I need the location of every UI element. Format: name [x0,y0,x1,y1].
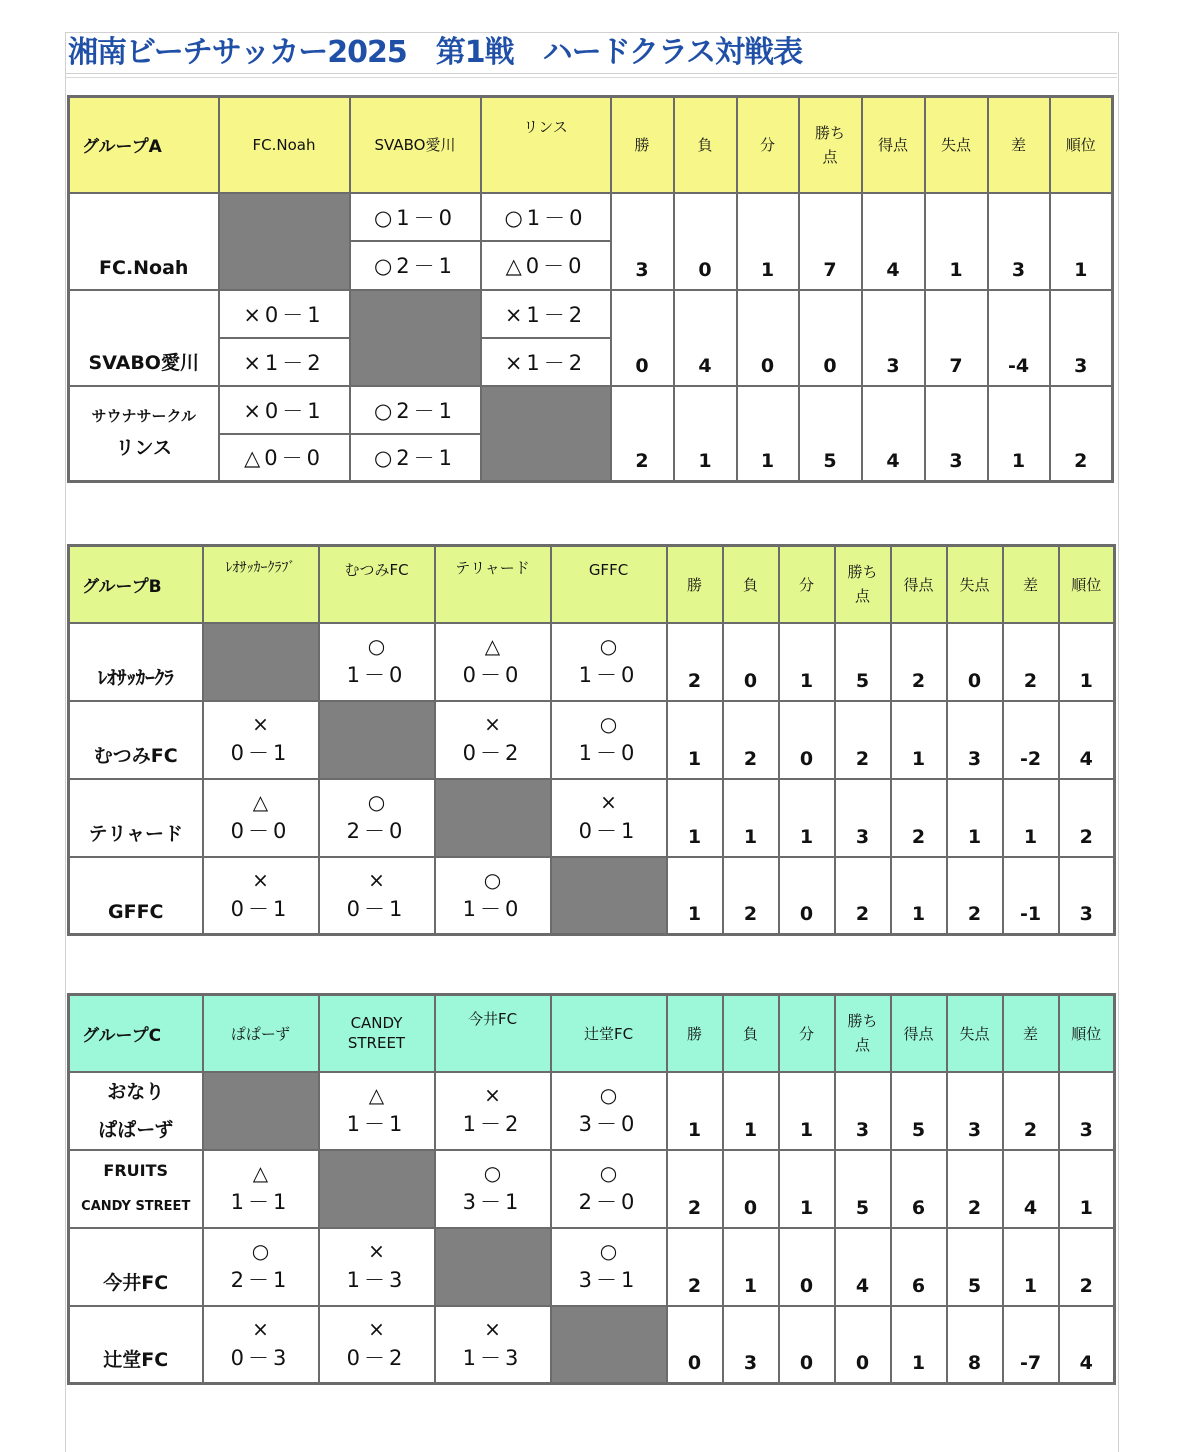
result-score: 1－3 [346,1267,407,1292]
stat-scored: 1 [891,1306,947,1384]
result-score: 3－0 [578,1111,639,1136]
stat-draw: 0 [779,1228,835,1306]
match-result: ×1－2 [481,338,611,386]
result-symbol: ○ [599,1082,618,1107]
team-name: 今井FC [69,1228,203,1306]
stat-lose: 1 [674,386,737,482]
team-name-top: FRUITS [103,1160,169,1180]
match-result [551,779,667,857]
stat-scored: 1 [891,701,947,779]
header-points-bottom: 点 [822,147,838,166]
table-row [69,701,1115,779]
stat-scored: 6 [891,1228,947,1306]
stat-diff: 2 [1003,1072,1059,1150]
header-win: 勝 [667,995,723,1072]
result-score: 1－0 [346,662,407,687]
stat-points: 5 [835,623,891,701]
stat-draw: 1 [737,193,799,290]
stat-rank: 4 [1059,701,1115,779]
stat-lose: 0 [723,1150,779,1228]
page-title: 湘南ビーチサッカー2025 第1戦 ハードクラス対戦表 [68,35,803,70]
result-score: 0－2 [462,740,523,765]
header-lose: 負 [674,97,737,193]
result-symbol: × [484,1082,501,1107]
header-win: 勝 [611,97,674,193]
table-row [69,779,1115,857]
team-name-top: サウナサークル [91,407,197,426]
header-scored: 得点 [862,97,925,193]
match-result [551,1228,667,1306]
stat-rank: 2 [1059,1228,1115,1306]
result-symbol: × [368,867,385,892]
team-name [69,386,219,482]
stat-conceded: 2 [947,1150,1003,1228]
stat-draw: 1 [779,1150,835,1228]
stat-diff: 2 [1003,623,1059,701]
header-win: 勝 [667,546,723,623]
stat-diff: 3 [988,193,1050,290]
self-match-block [319,1150,435,1228]
group-b-opponent-1: ﾚｵｻｯｶｰｸﾗﾌﾞ [203,546,319,623]
result-score: 3－1 [578,1267,639,1292]
table-row [69,290,1113,338]
stat-lose: 1 [723,1072,779,1150]
stat-diff: -7 [1003,1306,1059,1384]
result-symbol: × [252,1316,269,1341]
self-match-block [319,701,435,779]
result-symbol: △ [484,633,501,658]
stat-scored: 5 [891,1072,947,1150]
stat-draw: 0 [779,1306,835,1384]
stat-points: 2 [835,857,891,935]
result-score: 0－1 [230,896,291,921]
table-row [69,857,1115,935]
group-c-table [67,993,1116,1385]
stat-points: 7 [799,193,862,290]
stat-lose: 0 [674,193,737,290]
group-b-header-row [69,546,1115,623]
table-row [69,193,1113,241]
match-result [319,1228,435,1306]
header-points-top: 勝ち [847,563,878,582]
stat-points: 0 [799,290,862,386]
stat-lose: 0 [723,623,779,701]
result-score: 1－2 [462,1111,523,1136]
header-draw: 分 [737,97,799,193]
result-score: 0－0 [230,818,291,843]
match-result [203,1306,319,1384]
header-points-top: 勝ち [847,1012,878,1031]
team-name [69,1072,203,1150]
result-symbol: ○ [599,711,618,736]
group-b-table [67,544,1116,936]
match-result [319,623,435,701]
match-result: △0－0 [481,241,611,290]
group-c-label: グループC [69,995,203,1072]
result-symbol: × [368,1316,385,1341]
match-result: ○2－1 [350,386,481,434]
stat-lose: 2 [723,701,779,779]
result-symbol: ○ [483,867,502,892]
header-points [835,546,891,623]
stat-rank: 3 [1050,290,1113,386]
stat-lose: 1 [723,779,779,857]
match-result: ○2－1 [350,434,481,482]
stat-conceded: 1 [925,193,988,290]
self-match-block [435,779,551,857]
match-result [435,1150,551,1228]
stat-draw: 1 [737,386,799,482]
result-symbol: × [600,789,617,814]
result-symbol: ○ [599,1160,618,1185]
result-score: 2－0 [346,818,407,843]
header-lose: 負 [723,546,779,623]
stat-conceded: 3 [947,1072,1003,1150]
team-name: むつみFC [69,701,203,779]
group-a-opponent-1: FC.Noah [219,97,350,193]
match-result [435,1306,551,1384]
group-b-opponent-2: むつみFC [319,546,435,623]
match-result: ○1－0 [481,193,611,241]
match-result: ×0－1 [219,290,350,338]
match-result [435,1072,551,1150]
group-b-label: グループB [69,546,203,623]
stat-win: 2 [667,623,723,701]
self-match-block [203,623,319,701]
header-points-bottom: 点 [854,1036,870,1055]
result-score: 0－3 [230,1345,291,1370]
header-conceded: 失点 [925,97,988,193]
stat-points: 0 [835,1306,891,1384]
match-result [319,1072,435,1150]
stat-rank: 1 [1050,193,1113,290]
table-row [69,1072,1115,1150]
stat-win: 0 [667,1306,723,1384]
stat-rank: 1 [1059,623,1115,701]
stat-conceded: 0 [947,623,1003,701]
stat-win: 1 [667,1072,723,1150]
group-c-header-row [69,995,1115,1072]
group-a-opponent-2: SVABO愛川 [350,97,481,193]
stat-lose: 3 [723,1306,779,1384]
self-match-block [435,1228,551,1306]
stat-points: 2 [835,701,891,779]
match-result [319,779,435,857]
stat-scored: 3 [862,290,925,386]
self-match-block [203,1072,319,1150]
stat-scored: 2 [891,779,947,857]
stat-conceded: 8 [947,1306,1003,1384]
header-conceded: 失点 [947,546,1003,623]
team-name: ﾚｵｻｯｶｰｸﾗ [69,623,203,701]
result-symbol: △ [368,1082,385,1107]
result-score: 0－0 [462,662,523,687]
stat-conceded: 7 [925,290,988,386]
header-points-bottom: 点 [854,587,870,606]
stat-scored: 6 [891,1150,947,1228]
result-symbol: ○ [251,1238,270,1263]
match-result: △0－0 [219,434,350,482]
result-symbol: × [252,711,269,736]
table-row [69,1150,1115,1228]
match-result: ○1－0 [350,193,481,241]
table-row [69,623,1115,701]
stat-win: 3 [611,193,674,290]
stat-points: 3 [835,779,891,857]
match-result [435,623,551,701]
match-result [203,779,319,857]
stat-win: 1 [667,779,723,857]
team-name-main: リンス [115,437,172,460]
stat-draw: 1 [779,623,835,701]
result-symbol: × [368,1238,385,1263]
match-result [319,857,435,935]
result-symbol: × [484,711,501,736]
stat-diff: 1 [1003,779,1059,857]
header-points [799,97,862,193]
match-result: ×1－2 [219,338,350,386]
header-diff: 差 [1003,995,1059,1072]
match-result [435,701,551,779]
result-score: 0－1 [230,740,291,765]
header-diff: 差 [988,97,1050,193]
stat-diff: 4 [1003,1150,1059,1228]
result-score: 1－0 [462,896,523,921]
result-score: 0－1 [346,896,407,921]
self-match-block [219,193,350,290]
team-name-main: CANDY STREET [81,1198,191,1214]
team-name-top: おなり [107,1080,165,1103]
match-result [551,701,667,779]
group-a-label: グループA [69,97,219,193]
result-symbol: ○ [483,1160,502,1185]
stat-diff: -4 [988,290,1050,386]
table-row [69,386,1113,434]
result-score: 1－1 [346,1111,407,1136]
header-rank: 順位 [1059,546,1115,623]
stat-win: 2 [611,386,674,482]
stat-draw: 1 [779,779,835,857]
stat-rank: 1 [1059,1150,1115,1228]
stat-lose: 4 [674,290,737,386]
result-symbol: ○ [599,633,618,658]
stat-win: 0 [611,290,674,386]
header-scored: 得点 [891,546,947,623]
result-symbol: ○ [599,1238,618,1263]
stat-conceded: 1 [947,779,1003,857]
match-result: ×0－1 [219,386,350,434]
group-c-opponent-2: CANDY STREET [319,995,435,1072]
match-result [551,623,667,701]
stat-rank: 3 [1059,857,1115,935]
stat-rank: 2 [1050,386,1113,482]
match-result [203,1150,319,1228]
result-symbol: × [252,867,269,892]
result-score: 2－0 [578,1189,639,1214]
group-b-opponent-3: テリャード [435,546,551,623]
self-match-block [481,386,611,482]
match-result [551,1150,667,1228]
group-c-opponent-4: 辻堂FC [551,995,667,1072]
stat-conceded: 2 [947,857,1003,935]
match-result [319,1306,435,1384]
stat-rank: 4 [1059,1306,1115,1384]
group-b-opponent-4: GFFC [551,546,667,623]
stat-points: 3 [835,1072,891,1150]
stat-draw: 0 [737,290,799,386]
match-result [203,701,319,779]
self-match-block [551,857,667,935]
header-rank: 順位 [1050,97,1113,193]
result-score: 3－1 [462,1189,523,1214]
result-score: 2－1 [230,1267,291,1292]
header-rank: 順位 [1059,995,1115,1072]
team-name: 辻堂FC [69,1306,203,1384]
match-result [203,1228,319,1306]
group-a-opponent-3: リンス [481,97,611,193]
stat-lose: 2 [723,857,779,935]
self-match-block [350,290,481,386]
self-match-block [551,1306,667,1384]
team-name-main: ぱぱーず [98,1118,174,1141]
stat-points: 4 [835,1228,891,1306]
stat-scored: 1 [891,857,947,935]
stat-diff: -1 [1003,857,1059,935]
team-name [69,1150,203,1228]
result-score: 1－0 [578,662,639,687]
stat-diff: 1 [988,386,1050,482]
stat-conceded: 3 [925,386,988,482]
result-score: 1－3 [462,1345,523,1370]
result-score: 1－0 [578,740,639,765]
header-points-top: 勝ち [814,123,845,142]
match-result [435,857,551,935]
stat-rank: 2 [1059,779,1115,857]
stat-points: 5 [799,386,862,482]
stat-draw: 1 [779,1072,835,1150]
match-result: ×1－2 [481,290,611,338]
stat-scored: 4 [862,386,925,482]
header-lose: 負 [723,995,779,1072]
stat-diff: 1 [1003,1228,1059,1306]
group-c-opponent-3: 今井FC [435,995,551,1072]
result-symbol: △ [252,789,269,814]
header-diff: 差 [1003,546,1059,623]
result-symbol: ○ [367,633,386,658]
stat-draw: 0 [779,857,835,935]
stat-conceded: 3 [947,701,1003,779]
match-result [551,1072,667,1150]
group-c-opponent-1: ぱぱーず [203,995,319,1072]
group-a-header-row [69,97,1113,193]
result-symbol: ○ [367,789,386,814]
table-row [69,1228,1115,1306]
table-row [69,1306,1115,1384]
stat-win: 1 [667,857,723,935]
header-points [835,995,891,1072]
header-draw: 分 [779,995,835,1072]
group-a-table [67,95,1114,483]
team-name: FC.Noah [69,193,219,290]
team-name: SVABO愛川 [69,290,219,386]
stat-draw: 0 [779,701,835,779]
stat-diff: -2 [1003,701,1059,779]
stat-win: 2 [667,1228,723,1306]
stat-win: 1 [667,701,723,779]
result-score: 1－1 [230,1189,291,1214]
stat-win: 2 [667,1150,723,1228]
stat-rank: 3 [1059,1072,1115,1150]
result-score: 0－1 [578,818,639,843]
stat-scored: 2 [891,623,947,701]
match-result: ○2－1 [350,241,481,290]
header-conceded: 失点 [947,995,1003,1072]
stat-conceded: 5 [947,1228,1003,1306]
match-result [203,857,319,935]
header-draw: 分 [779,546,835,623]
result-score: 0－2 [346,1345,407,1370]
result-symbol: △ [252,1160,269,1185]
team-name: テリャード [69,779,203,857]
stat-lose: 1 [723,1228,779,1306]
stat-scored: 4 [862,193,925,290]
stat-points: 5 [835,1150,891,1228]
header-scored: 得点 [891,995,947,1072]
result-symbol: × [484,1316,501,1341]
team-name: GFFC [69,857,203,935]
